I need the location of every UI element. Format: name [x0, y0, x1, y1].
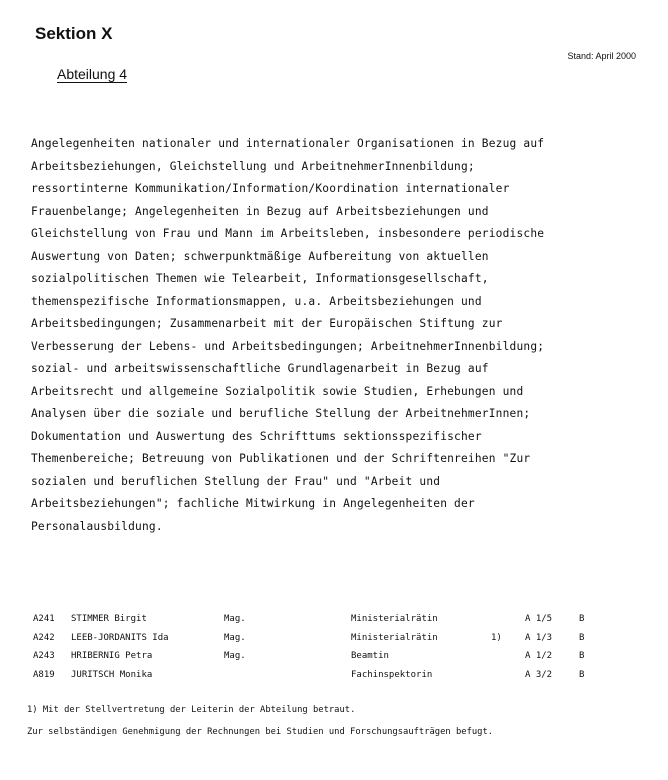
staff-note [491, 610, 525, 629]
staff-name: LEEB-JORDANITS Ida [71, 632, 169, 643]
description-line: sozialen und beruflichen Stellung der Frau" und "Arbeit und [31, 474, 441, 488]
description-line: Arbeitsbeziehungen"; fachliche Mitwirkung in Angelegenheiten der [31, 497, 475, 510]
description-line: Arbeitsbedingungen; Zusammenarbeit mit der Europäischen Stiftung zur [31, 317, 503, 330]
staff-name: STIMMER Birgit [71, 614, 147, 625]
department-description [31, 133, 631, 538]
staff-code: A819 [33, 669, 55, 680]
table-row [33, 629, 613, 648]
description-line: Dokumentation und Auswertung des Schrifttums sektionsspezifischer [31, 429, 482, 443]
description-line: Personalausbildung. [31, 519, 163, 533]
staff-code: A242 [33, 632, 55, 643]
stand-date: Stand: April 2000 [567, 51, 636, 61]
description-line: themenspezifische Informationsmappen, u.a. Arbeitsbeziehungen und [31, 294, 482, 308]
table-row [33, 666, 613, 685]
section-title: Sektion X [35, 24, 113, 43]
staff-name: HRIBERNIG Petra [71, 651, 153, 662]
staff-class: B [579, 614, 585, 625]
staff-code: A241 [33, 614, 55, 625]
staff-position: Beamtin [351, 651, 389, 662]
description-line: sozial- und arbeitswissenschaftliche Grundlagenarbeit in Bezug auf [31, 362, 489, 375]
department-title: Abteilung 4 [57, 66, 128, 82]
staff-position: Ministerialrätin [351, 614, 438, 625]
description-line: Angelegenheiten nationaler und internationaler Organisationen in Bezug auf [31, 137, 545, 150]
staff-title: Mag. [224, 632, 246, 643]
description-line: Auswertung von Daten; schwerpunktmäßige Aufbereitung von aktuellen [31, 249, 489, 263]
description-line: ressortinterne Kommunikation/Information/Koordination internationaler [31, 182, 510, 195]
staff-title [224, 666, 351, 685]
staff-title: Mag. [224, 651, 246, 662]
staff-note [491, 647, 525, 666]
staff-note [491, 666, 525, 685]
description-line: Analysen über die soziale und berufliche Stellung der ArbeitnehmerInnen; [31, 407, 531, 420]
description-line: Arbeitsrecht und allgemeine Sozialpolitik sowie Studien, Erhebungen und [31, 384, 524, 398]
staff-position: Ministerialrätin [351, 632, 438, 643]
staff-title: Mag. [224, 614, 246, 625]
description-line: Frauenbelange; Angelegenheiten in Bezug auf Arbeitsbeziehungen und [31, 204, 489, 218]
description-line: Arbeitsbeziehungen, Gleichstellung und ArbeitnehmerInnenbildung; [31, 159, 475, 173]
table-row [33, 610, 613, 629]
staff-grade: A 1/2 [525, 651, 553, 662]
staff-grade: A 1/5 [525, 614, 553, 625]
staff-table [33, 610, 613, 684]
staff-code: A243 [33, 651, 55, 662]
staff-grade: A 3/2 [525, 669, 553, 680]
staff-class: B [579, 632, 585, 643]
description-line: sozialpolitischen Themen wie Telearbeit, Informationsgesellschaft, [31, 272, 489, 285]
description-line: Gleichstellung von Frau und Mann im Arbeitsleben, insbesondere periodische [31, 227, 545, 240]
footnote-deputy: 1) Mit der Stellvertretung der Leiterin der Abteilung betraut. [27, 705, 356, 715]
staff-note: 1) [491, 632, 502, 643]
footnote-authorization: Zur selbständigen Genehmigung der Rechnungen bei Studien und Forschungsaufträgen befugt. [27, 727, 494, 737]
staff-class: B [579, 651, 585, 662]
description-line: Themenbereiche; Betreuung von Publikationen und der Schriftenreihen "Zur [31, 452, 531, 465]
staff-position: Fachinspektorin [351, 669, 433, 680]
table-row [33, 647, 613, 666]
staff-name: JURITSCH Monika [71, 669, 153, 680]
description-line: Verbesserung der Lebens- und Arbeitsbedingungen; ArbeitnehmerInnenbildung; [31, 339, 545, 353]
staff-class: B [579, 669, 585, 680]
staff-grade: A 1/3 [525, 632, 553, 643]
